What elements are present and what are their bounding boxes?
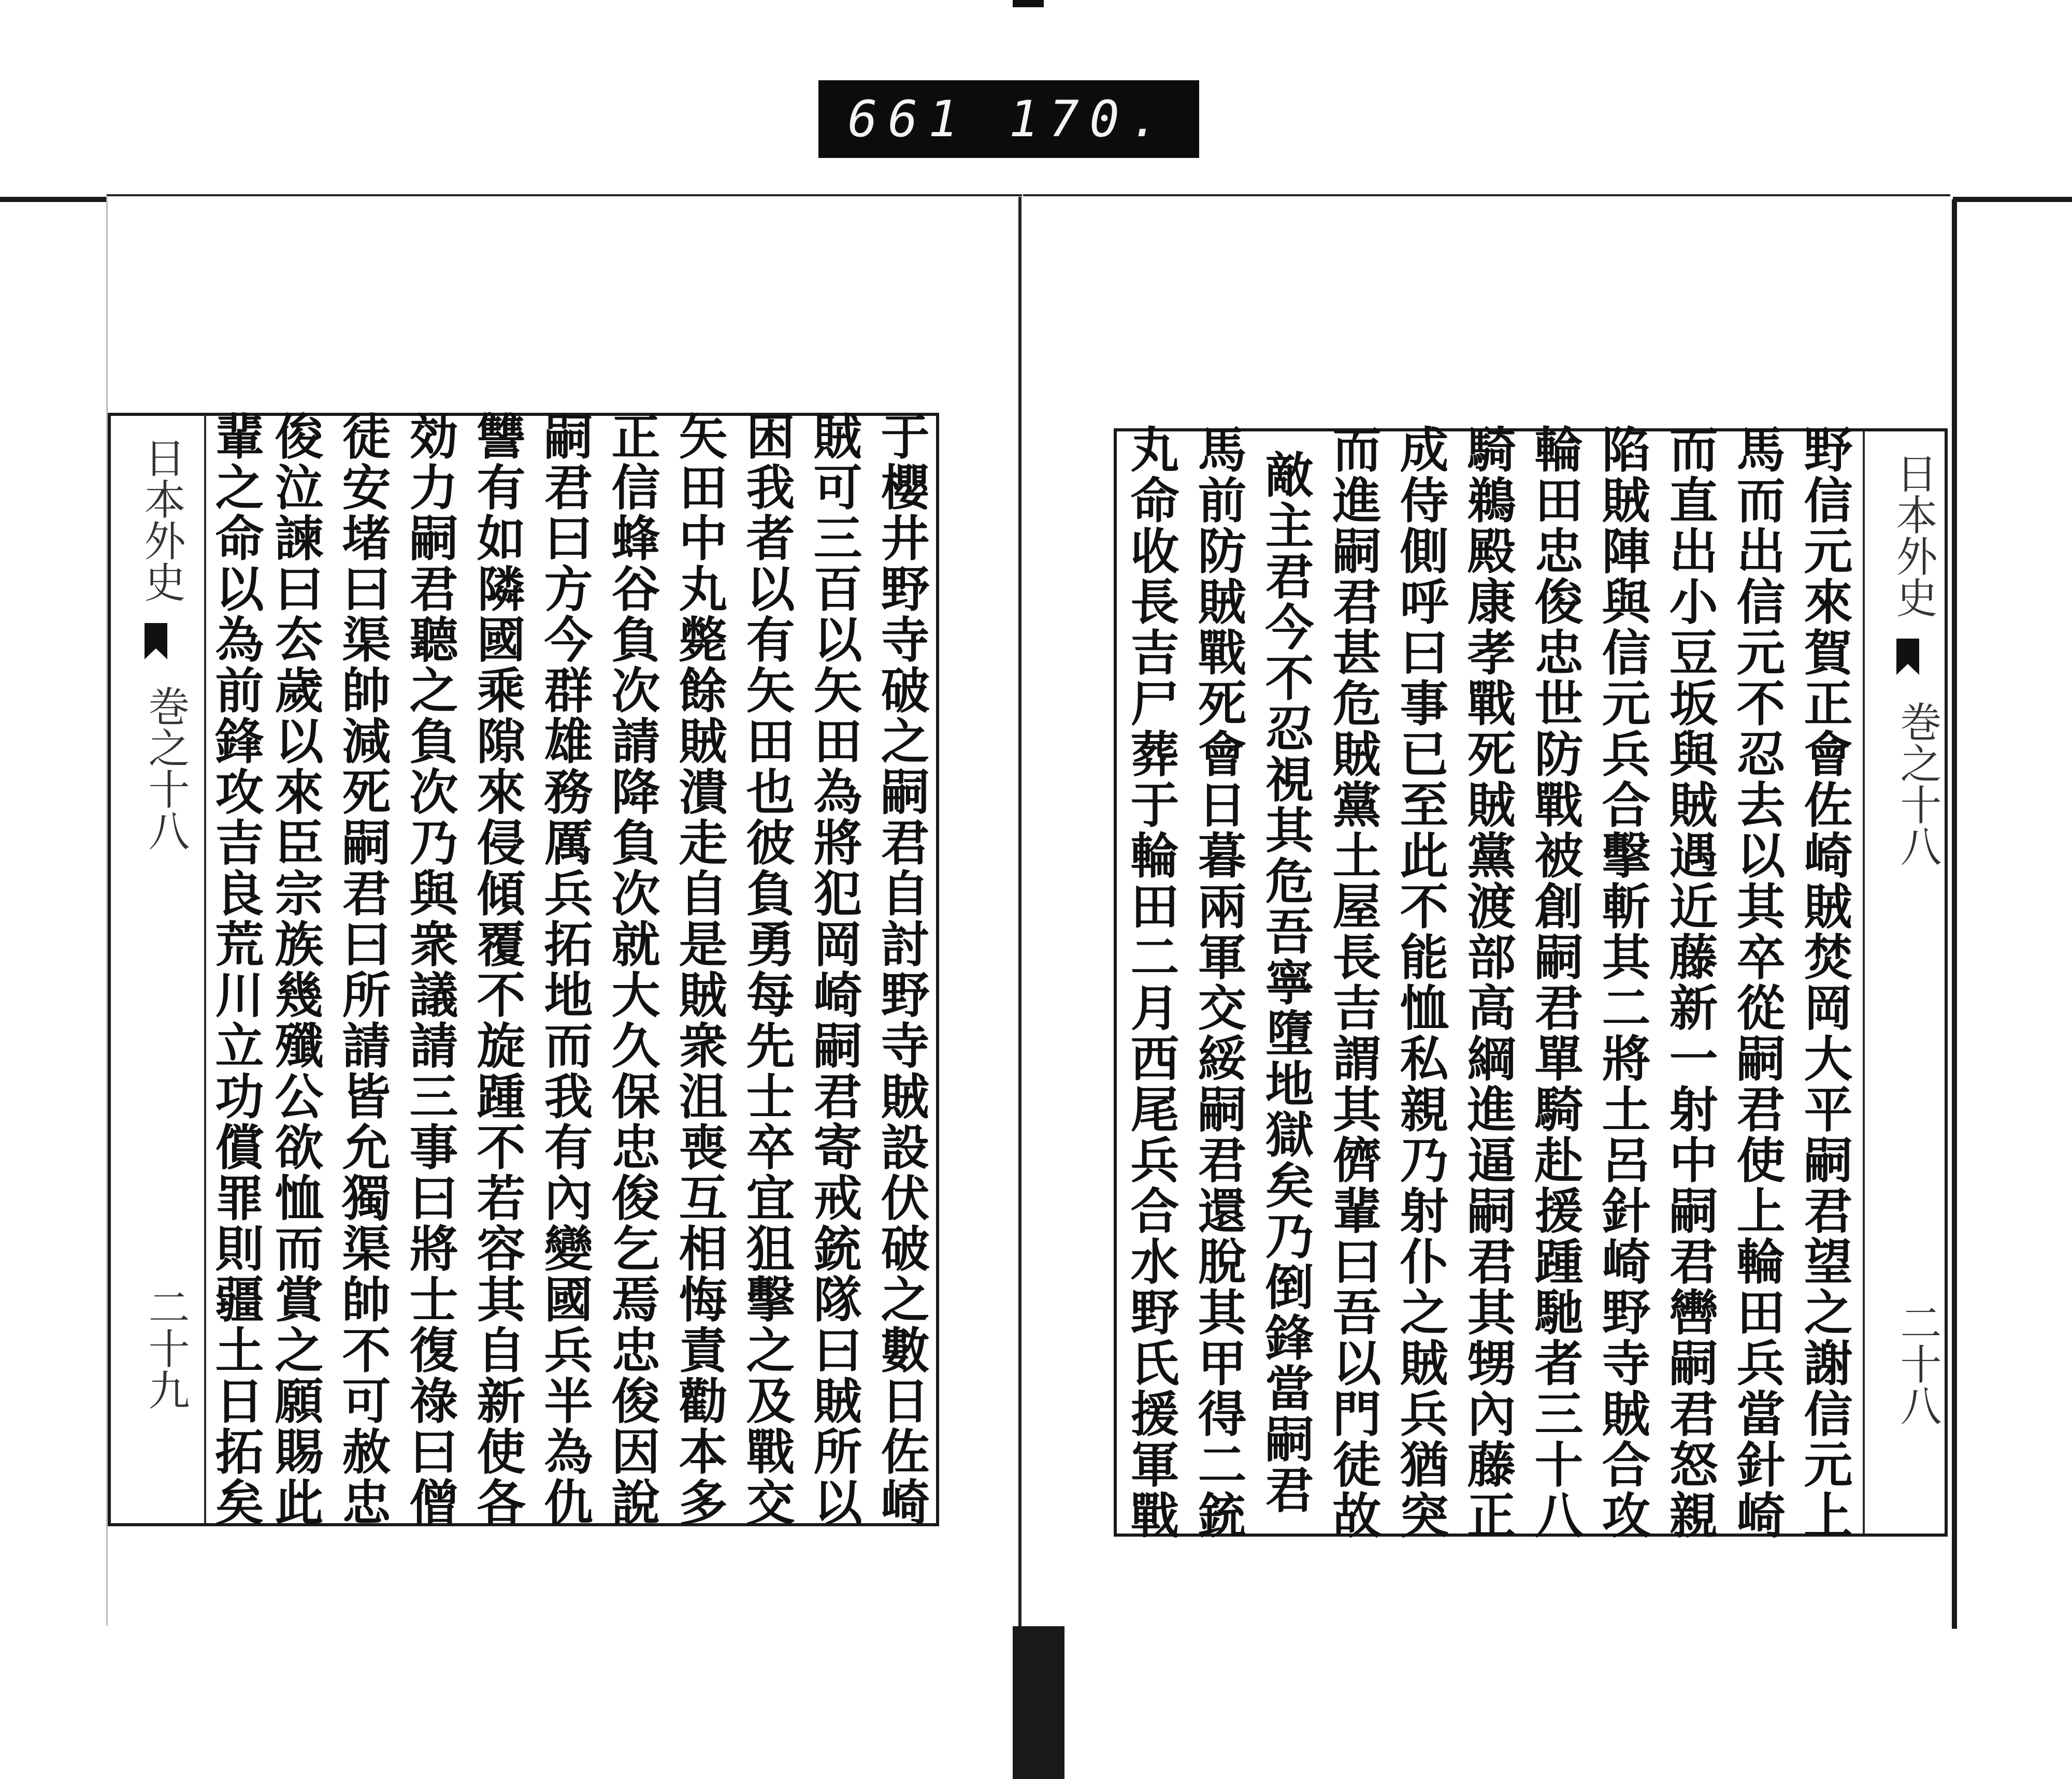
right-column-2: 馬而出信元不忍去以其卒從嗣君使上輪田兵當針崎 (1728, 424, 1785, 1541)
left-column-6: 嗣君曰方今群雄務厲兵拓地而我有內變國兵半為仇 (536, 411, 593, 1528)
right-column-9: 敵主君今不忍視其危吾寧墮地獄矣乃倒鋒當嗣君 (1257, 450, 1314, 1515)
left-column-10: 俊泣諫曰厺歲以來臣宗族幾殲公欲恤而賞之願賜此 (266, 411, 323, 1528)
fish-tail-mark-icon (1896, 639, 1919, 675)
right-column-4: 陷賊陣與信元兵合擊斬其二將土呂針崎野寺賊合攻 (1593, 424, 1650, 1541)
left-margin-volume: 巻之十八 (141, 685, 190, 851)
right-page-number: 二十八 (1893, 1301, 1941, 1426)
spine-shadow-bottom (1013, 1626, 1064, 1779)
right-column-3: 而直出小豆坂與賊遇近藤新一射中嗣君轡嗣君怒親 (1661, 424, 1718, 1541)
left-column-7: 讐有如隣國乘隙來侵傾覆不旋踵不若容其自新使各 (468, 411, 525, 1528)
center-binding-line (1018, 197, 1021, 1626)
right-text-frame (1114, 424, 1948, 1541)
right-column-10: 馬前防賊戰死會日暮兩軍交綏嗣君還脫其甲得二銃 (1189, 424, 1246, 1541)
fish-tail-mark-icon (145, 623, 167, 659)
margin-rule (204, 416, 206, 1523)
left-margin-title: 日本外史 (137, 437, 185, 602)
left-column-4: 矢田中丸斃餘賊潰走自是賊衆沮喪互相悔責勸本多 (670, 411, 727, 1528)
left-column-1: 于櫻井野寺破之嗣君自討野寺賊設伏破之數日佐崎 (872, 411, 929, 1528)
left-column-2: 賊可三百以矢田為將犯岡崎嗣君寄戒銃隊曰賊所以 (805, 411, 862, 1528)
margin-rule (1863, 431, 1865, 1534)
left-text-frame (108, 413, 939, 1526)
right-page (1023, 194, 1950, 1626)
scan-edge-line-left (0, 197, 106, 202)
right-column-8: 而進嗣君甚危賊黨土屋長吉謂其儕輩曰吾以門徒故 (1324, 424, 1381, 1541)
right-page-edge (1952, 199, 1957, 1629)
catalog-label-text: 661 170. (847, 90, 1170, 148)
right-column-1: 野信元來賀正會佐崎賊焚岡大平嗣君望之謝信元上 (1795, 424, 1852, 1541)
left-page-number: 二十九 (141, 1286, 190, 1410)
left-column-5: 正信蜂谷負次請降負次就大久保忠俊乞焉忠俊因說 (603, 411, 660, 1528)
right-column-5: 輪田忠俊忠世防戰被創嗣君單騎赴援踵馳者三十八 (1526, 424, 1583, 1541)
catalog-label (818, 80, 1199, 158)
scan-edge-line-right (1953, 197, 2072, 202)
right-margin-title: 日本外史 (1889, 452, 1937, 618)
left-column-3: 困我者以有矢田也彼負勇每先士卒宜狙擊之及戰交 (738, 411, 795, 1528)
left-column-11: 輩之命以為前鋒攻吉良荒川立功償罪則疆土日拓矣 (207, 411, 264, 1528)
right-column-6: 騎鵜殿康孝戰死賊黨渡部高綱進逼嗣君其甥內藤正 (1459, 424, 1516, 1541)
scan-edge-mark (1013, 0, 1044, 7)
right-margin-volume: 巻之十八 (1893, 701, 1941, 866)
left-page (106, 194, 1022, 1626)
left-column-8: 効力嗣君聽之負次乃與衆議請三事曰將士復祿曰僧 (401, 411, 458, 1528)
left-column-9: 徒安堵曰渠帥減死嗣君曰所請皆允獨渠帥不可赦忠 (334, 411, 391, 1528)
right-column-11: 丸命收長吉尸葬于輪田二月西尾兵合水野氏援軍戰 (1122, 424, 1179, 1541)
right-column-7: 成侍側呼曰事已至此不能恤私親乃射仆之賊兵猶突 (1391, 424, 1448, 1541)
